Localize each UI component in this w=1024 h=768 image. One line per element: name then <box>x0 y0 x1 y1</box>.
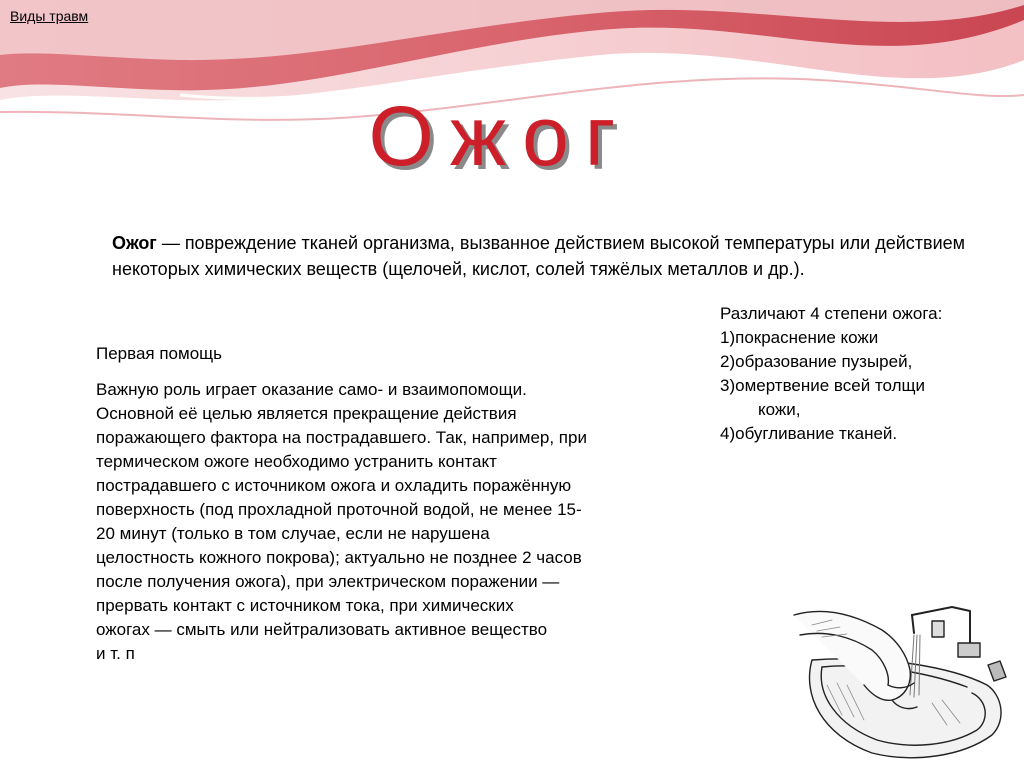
first-aid-line: целостность кожного покрова); актуально не позднее 2 часов <box>96 548 582 567</box>
first-aid-line: прервать контакт с источником тока, при химических <box>96 596 514 615</box>
first-aid-heading: Первая помощь <box>96 344 222 363</box>
definition-term: Ожог <box>112 233 157 253</box>
first-aid-line: пострадавшего с источником ожога и охладить поражённую <box>96 476 572 495</box>
first-aid-line: термическом ожоге необходимо устранить контакт <box>96 452 497 471</box>
first-aid-line: Важную роль играет оказание само- и взаимопомощи. <box>96 380 527 399</box>
definition-paragraph <box>112 230 972 282</box>
first-aid-line: 20 минут (только в том случае, если не нарушена <box>96 524 490 543</box>
page-title: Ожог <box>368 89 632 183</box>
list-item: 3)омертвение всей толщи <box>720 376 926 395</box>
degrees-intro: Различают 4 степени ожога: <box>720 304 943 323</box>
definition-text: — повреждение тканей организма, вызванное действием высокой температуры или действием некоторых химических веществ (щелочей, кислот, солей тяжёлых металлов и др.). <box>112 233 966 279</box>
first-aid-line: поверхность (под прохладной проточной водой, не менее 15- <box>96 500 582 519</box>
list-item: 2)образование пузырей, <box>720 352 913 371</box>
first-aid-line: после получения ожога), при электрическом поражении — <box>96 572 560 591</box>
nav-link-injury-types[interactable]: Виды травм <box>10 8 89 24</box>
first-aid-line: поражающего фактора на пострадавшего. Так, например, при <box>96 428 587 447</box>
first-aid-line: Основной её целью является прекращение действия <box>96 404 517 423</box>
first-aid-line: и т. п <box>96 644 135 663</box>
hand-under-tap-illustration <box>792 585 1017 760</box>
first-aid-section <box>96 342 686 666</box>
list-item: кожи, <box>758 400 801 419</box>
list-item: 4)обугливание тканей. <box>720 424 898 443</box>
first-aid-line: ожогах — смыть или нейтрализовать активное вещество <box>96 620 548 639</box>
list-item: 1)покраснение кожи <box>720 328 879 347</box>
burn-degrees-list <box>720 302 1010 446</box>
